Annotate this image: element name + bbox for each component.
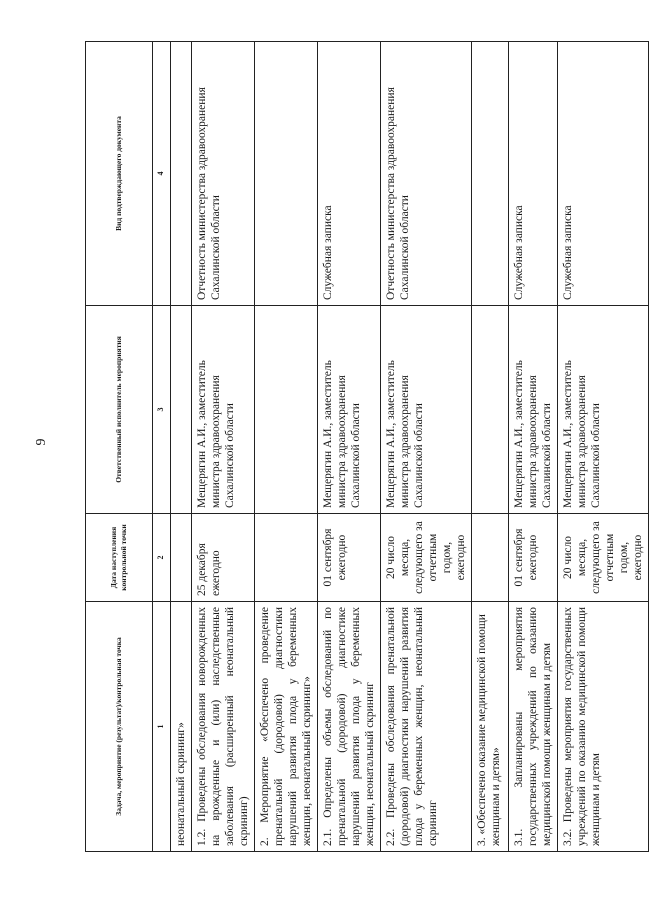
control-points-table — [85, 41, 649, 852]
table-header-row — [86, 42, 153, 852]
table-row — [255, 42, 318, 852]
row-task: 2.2. Проведены обследования пренатальной (дородовой) диагностики нарушений развития плода у беременных женщин, неонатальный скрининг — [381, 602, 472, 852]
row-date: 25 декабря ежегодно — [192, 514, 255, 602]
row-document: Служебная записка — [558, 42, 649, 306]
row-task: 3.2. Проведены мероприятия государственных учреждений по оказанию медицинской помощи женщинам и детям — [558, 602, 649, 852]
header-executor: Ответственный исполнитель мероприятия — [86, 306, 153, 514]
table-row — [558, 42, 649, 852]
row-executor — [255, 306, 318, 514]
row-document: Служебная записка — [509, 42, 558, 306]
header-document: Вид подтверждающего документа — [86, 42, 153, 306]
row-executor: Мещерягин А.И., заместитель министра здравоохранения Сахалинской области — [192, 306, 255, 514]
table-row — [171, 42, 192, 852]
column-number: 3 — [153, 306, 171, 514]
row-task: 2.1. Определены объемы обследований по пренатальной (дородовой) диагностике нарушений развития плода у беременных женщин, неонатальный скрининг — [318, 602, 381, 852]
column-number: 4 — [153, 42, 171, 306]
row-date: 20 число месяца, следующего за отчетным годом, ежегодно — [381, 514, 472, 602]
row-executor: Мещерягин А.И., заместитель министра здравоохранения Сахалинской области — [558, 306, 649, 514]
row-date — [171, 514, 192, 602]
row-date — [472, 514, 509, 602]
row-task: 3.1. Запланированы мероприятия государственных учреждений по оказанию медицинской помощи женщинам и детям — [509, 602, 558, 852]
row-date: 20 число месяца, следующего за отчетным годом, ежегодно — [558, 514, 649, 602]
row-task: 3. «Обеспечено оказание медицинской помощи женщинам и детям» — [472, 602, 509, 852]
row-task: 2. Мероприятие «Обеспечено проведение пренатальной (дородовой) диагностики нарушений развития плода у беременных женщин, неонатальный скрининг» — [255, 602, 318, 852]
row-executor — [472, 306, 509, 514]
row-document: Отчетность министерства здравоохранения Сахалинской области — [192, 42, 255, 306]
header-date: Дата наступления контрольной точки — [86, 514, 153, 602]
table-row — [318, 42, 381, 852]
page-number: 9 — [34, 438, 49, 446]
row-document: Служебная записка — [318, 42, 381, 306]
row-document — [255, 42, 318, 306]
column-number: 2 — [153, 514, 171, 602]
row-date: 01 сентября ежегодно — [318, 514, 381, 602]
row-executor: Мещерягин А.И., заместитель министра здравоохранения Сахалинской области — [509, 306, 558, 514]
row-date — [255, 514, 318, 602]
row-executor: Мещерягин А.И., заместитель министра здравоохранения Сахалинской области — [381, 306, 472, 514]
row-task: неонатальный скрининг» — [171, 602, 192, 852]
table-row — [192, 42, 255, 852]
row-document: Отчетность министерства здравоохранения Сахалинской области — [381, 42, 472, 306]
table-row — [509, 42, 558, 852]
row-executor: Мещерягин А.И., заместитель министра здравоохранения Сахалинской области — [318, 306, 381, 514]
header-task: Задача, мероприятие (результат)/контрольная точка — [86, 602, 153, 852]
column-number: 1 — [153, 602, 171, 852]
table-row — [381, 42, 472, 852]
row-date: 01 сентября ежегодно — [509, 514, 558, 602]
table-row — [472, 42, 509, 852]
column-number-row — [153, 42, 171, 852]
row-document — [472, 42, 509, 306]
row-executor — [171, 306, 192, 514]
row-task: 1.2. Проведены обследования новорожденных на врожденные и (или) наследственные заболевания (расширенный неонатальный скрининг) — [192, 602, 255, 852]
row-document — [171, 42, 192, 306]
rotated-table-container — [85, 42, 644, 852]
